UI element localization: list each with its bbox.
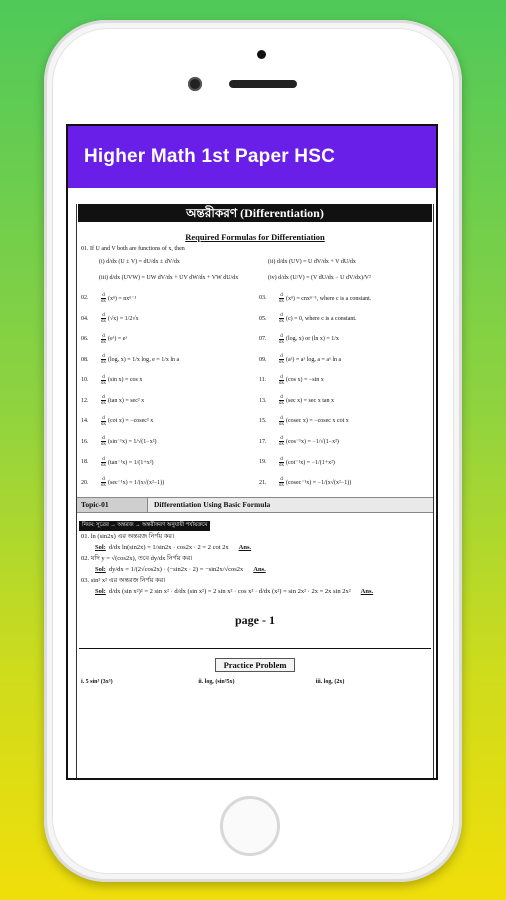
derivative-operator: $\frac{d}{dx}$: [101, 333, 106, 345]
app-bar: [68, 126, 436, 188]
formula-row: [77, 432, 433, 453]
practice-problem-heading: Practice Problem: [215, 658, 296, 672]
formula-cell: [77, 436, 255, 447]
formula-row-uv: [77, 252, 433, 288]
formula-cell: [77, 334, 255, 345]
formula-text: (cosec x) = −cosec x cot x: [286, 418, 349, 425]
formula-cell: [255, 313, 433, 324]
practice-problem-row: [77, 673, 433, 685]
solution-label: Sol:: [95, 588, 106, 595]
document-page[interactable]: [76, 204, 434, 780]
derivative-operator: $\frac{d}{dx}$: [279, 354, 284, 366]
formula-text: (sin⁻¹x) = 1/√(1−x²): [108, 439, 157, 446]
formula-text: (logₐ x) = 1/x logₐ e = 1/x ln a: [108, 356, 180, 363]
formula-row: [77, 411, 433, 432]
derivative-operator: $\frac{d}{dx}$: [101, 456, 106, 468]
method-hint: নিয়ম: সূত্রের → অন্তরজ → অন্তরীকরণ অনুযায়ী পর্যায়ক্রমে: [79, 521, 210, 531]
formula-number: 05.: [259, 315, 267, 322]
formula-cell: [255, 354, 433, 365]
formula-number: 07.: [259, 336, 267, 343]
formula-number: 18.: [81, 459, 89, 466]
formula-number: 02.: [81, 295, 89, 302]
formula-cell: [255, 436, 433, 447]
formula-text: (sin x) = cos x: [108, 377, 143, 384]
worked-example: [77, 531, 433, 553]
derivative-operator: $\frac{d}{dx}$: [279, 395, 284, 407]
earpiece-speaker: [229, 80, 297, 88]
answer-label: Ans.: [360, 588, 374, 595]
formula-text: (tan x) = sec² x: [108, 397, 145, 404]
formula-number: 10.: [81, 377, 89, 384]
formula-text: (cosec⁻¹x) = −1/(x√(x²−1)): [286, 480, 352, 487]
formula-text: (aˣ) = aˣ logₑ a = aˣ ln a: [286, 356, 342, 363]
formula-row: [77, 391, 433, 412]
formula-number: 17.: [259, 438, 267, 445]
chapter-heading: অন্তরীকরণ (Differentiation): [78, 204, 432, 222]
formula-row: [77, 329, 433, 350]
formula-text: (√x) = 1/2√x: [108, 315, 139, 322]
formula-cell: [255, 293, 433, 304]
formula-number: 08.: [81, 356, 89, 363]
example-list: [77, 531, 433, 597]
required-formulas-heading: Required Formulas for Differentiation: [185, 232, 325, 242]
formula-cell: [77, 416, 255, 427]
formula-row: [77, 309, 433, 330]
solution-label: Sol:: [95, 544, 106, 551]
derivative-operator: $\frac{d}{dx}$: [279, 333, 284, 345]
formula-row: [77, 452, 433, 473]
formula-list: [77, 288, 433, 493]
app-screen: [66, 124, 438, 780]
worked-example: [77, 553, 433, 575]
formula-cell: [77, 477, 255, 488]
topic-title: Differentiation Using Basic Formula: [148, 498, 433, 512]
derivative-operator: $\frac{d}{dx}$: [279, 415, 284, 427]
formula-cell: [77, 375, 255, 386]
formula-row: [77, 370, 433, 391]
formula-text: (logₑ x) or (ln x) = 1/x: [286, 336, 339, 343]
formula-cell: [255, 477, 433, 488]
formula-cell: [255, 334, 433, 345]
formula-text: (cot⁻¹x) = −1/(1+x²): [286, 459, 335, 466]
formula-cell: [77, 293, 255, 304]
derivative-operator: $\frac{d}{dx}$: [101, 436, 106, 448]
solution-text: dy/dx = 1/(2√cos2x) · (−sin2x · 2) = −sin2x/√cos2x: [108, 566, 244, 573]
formula-number: 06.: [81, 336, 89, 343]
formula-row: [77, 350, 433, 371]
formula-cell: [77, 457, 255, 468]
formula-number: 21.: [259, 479, 267, 486]
formula-cell: [77, 395, 255, 406]
practice-item: iii. logₑ (2x): [315, 679, 345, 685]
worked-example: [77, 575, 433, 597]
formula-row: [77, 288, 433, 309]
answer-label: Ans.: [253, 566, 266, 573]
formula-text: (xⁿ) = nxⁿ⁻¹: [108, 295, 137, 302]
solution-text: d/dx (sin x²)² = 2 sin x² · d/dx (sin x²) = 2 sin x² · cos x² · d/dx (x²) = sin 2x² · 2x = 2x sin 2x²: [108, 588, 351, 595]
derivative-operator: $\frac{d}{dx}$: [279, 313, 284, 325]
formula-cell: [77, 354, 255, 365]
page-number: page - 1: [235, 613, 275, 627]
example-solution: [81, 542, 433, 553]
solution-label: Sol:: [95, 566, 106, 573]
formula-number: 19.: [259, 459, 267, 466]
formula-text: (sec⁻¹x) = 1/(x√(x²−1)): [108, 480, 165, 487]
formula-text: (sec x) = sec x tan x: [286, 397, 335, 404]
formula-number: 11.: [259, 377, 267, 384]
derivative-operator: $\frac{d}{dx}$: [279, 436, 284, 448]
formula-cell: [255, 457, 433, 468]
formula-number: 12.: [81, 397, 89, 404]
practice-item: ii. logₑ (sin³5x): [198, 679, 235, 685]
derivative-operator: $\frac{d}{dx}$: [279, 292, 284, 304]
app-title: Higher Math 1st Paper HSC: [84, 146, 335, 167]
formula-uv-product: (ii) d/dx (UV) = U dV/dx + V dU/dx: [268, 259, 356, 265]
formula-number: 14.: [81, 418, 89, 425]
formula-row: [77, 473, 433, 494]
formula-text: (xⁿ) = cnxⁿ⁻¹, where c is a constant.: [286, 295, 372, 302]
derivative-operator: $\frac{d}{dx}$: [279, 456, 284, 468]
front-camera-icon: [188, 77, 202, 91]
example-question: 02. যদি y = √(cos2x), তবে dy/dx নির্ণয় কর।: [81, 555, 193, 562]
derivative-operator: $\frac{d}{dx}$: [101, 395, 106, 407]
page-divider: [79, 648, 431, 649]
solution-text: d/dx ln(sin2x) = 1/sin2x · cos2x · 2 = 2 cot 2x: [108, 544, 229, 551]
example-solution: [81, 564, 433, 575]
formula-text: (c) = 0, where c is a constant.: [286, 315, 357, 322]
formula-text: (cos x) = −sin x: [286, 377, 324, 384]
formula-intro: 01. If U and V both are functions of x, then: [81, 246, 185, 252]
formula-number: 03.: [259, 295, 267, 302]
formula-cell: [77, 313, 255, 324]
example-solution: [81, 586, 433, 597]
answer-label: Ans.: [238, 544, 252, 551]
formula-number: 20.: [81, 479, 89, 486]
formula-text: (tan⁻¹x) = 1/(1+x²): [108, 459, 154, 466]
home-button[interactable]: [220, 796, 280, 856]
derivative-operator: $\frac{d}{dx}$: [101, 374, 106, 386]
example-question: 03. sin² x² এর অন্তরজ নির্ণয় কর।: [81, 577, 166, 584]
formula-cell: [255, 375, 433, 386]
derivative-operator: $\frac{d}{dx}$: [101, 313, 106, 325]
derivative-operator: $\frac{d}{dx}$: [101, 415, 106, 427]
formula-text: (cos⁻¹x) = −1/√(1−x²): [286, 439, 339, 446]
topic-id: Topic-01: [77, 498, 148, 512]
derivative-operator: $\frac{d}{dx}$: [279, 374, 284, 386]
derivative-operator: $\frac{d}{dx}$: [101, 477, 106, 489]
proximity-sensor-icon: [257, 50, 266, 59]
formula-number: 16.: [81, 438, 89, 445]
formula-number: 13.: [259, 397, 267, 404]
formula-number: 04.: [81, 315, 89, 322]
derivative-operator: $\frac{d}{dx}$: [279, 477, 284, 489]
formula-number: 09.: [259, 356, 267, 363]
practice-item: i. 5 sin³ (3x³): [81, 679, 113, 685]
topic-header: [77, 497, 433, 513]
formula-cell: [255, 416, 433, 427]
formula-text: (eˣ) = eˣ: [108, 336, 128, 343]
formula-cell: [255, 395, 433, 406]
formula-text: (cot x) = −cosec² x: [108, 418, 154, 425]
formula-number: 15.: [259, 418, 267, 425]
derivative-operator: $\frac{d}{dx}$: [101, 354, 106, 366]
formula-uvw-product: (iii) d/dx (UVW) = UW dV/dx + UV dW/dx + VW dU/dx: [99, 275, 239, 281]
example-question: 01. ln (sin2x) এর অন্তরজ নির্ণয় কর।: [81, 533, 175, 540]
formula-uv-quotient: (iv) d/dx (U/V) = (V dU/dx − U dV/dx)/V²: [268, 275, 371, 281]
formula-uv-sum: (i) d/dx (U ± V) = dU/dx ± dV/dx: [99, 259, 180, 265]
derivative-operator: $\frac{d}{dx}$: [101, 292, 106, 304]
